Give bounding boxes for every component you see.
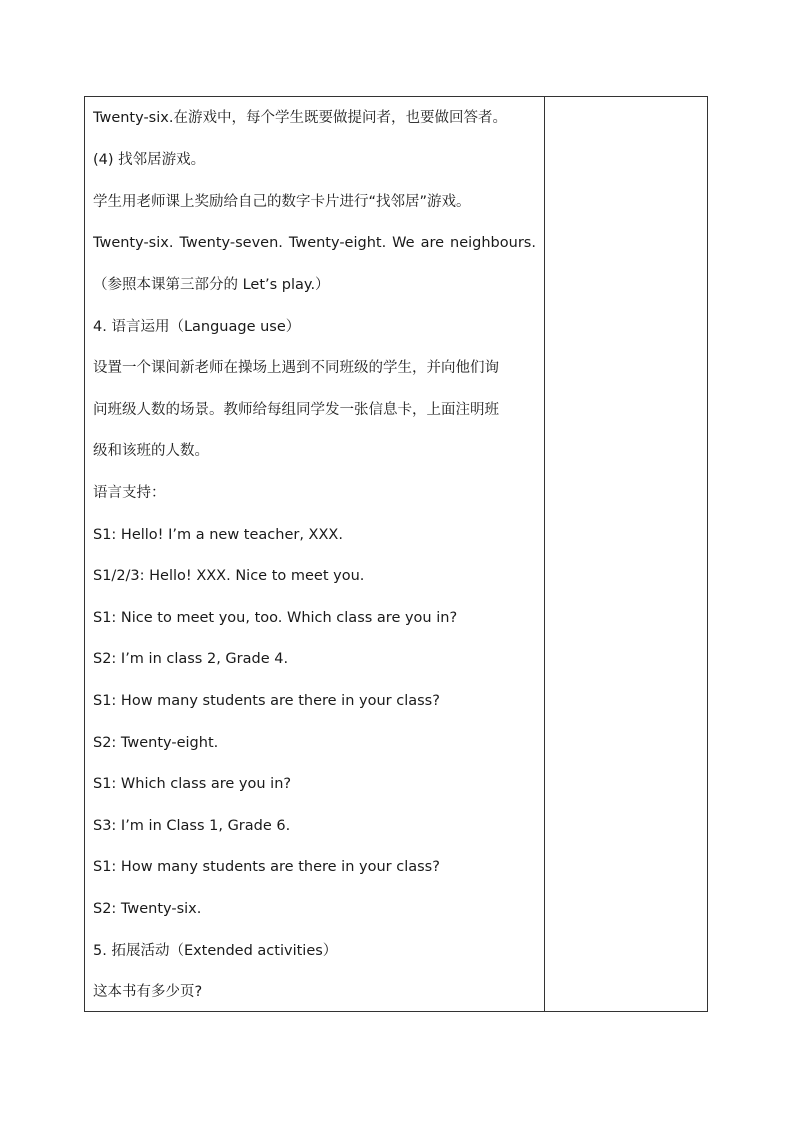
dialogue-line-9: S1: How many students are there in your class? xyxy=(93,859,440,875)
text-line-9: 级和该班的人数。 xyxy=(93,443,209,459)
dialogue-line-4: S2: I’m in class 2, Grade 4. xyxy=(93,651,289,667)
text-line-5: （参照本课第三部分的 Let’s play.） xyxy=(93,277,330,293)
word: We xyxy=(392,235,415,251)
dialogue-line-6: S2: Twenty-eight. xyxy=(93,735,219,751)
word: are xyxy=(420,235,445,251)
dialogue-line-8: S3: I’m in Class 1, Grade 6. xyxy=(93,818,291,834)
text-line-10: 语言支持： xyxy=(93,485,166,501)
section-heading-language-use: 4. 语言运用（Language use） xyxy=(93,319,301,335)
lesson-plan-table xyxy=(84,96,708,1012)
dialogue-line-3: S1: Nice to meet you, too. Which class are you in? xyxy=(93,610,458,626)
text-line-last: 这本书有多少页? xyxy=(93,984,203,1000)
text-line-8: 问班级人数的场景。教师给每组同学发一张信息卡，上面注明班 xyxy=(93,402,499,418)
text-line-2: (4) 找邻居游戏。 xyxy=(93,152,206,168)
dialogue-line-2: S1/2/3: Hello! XXX. Nice to meet you. xyxy=(93,568,365,584)
text-line-7: 设置一个课间新老师在操场上遇到不同班级的学生，并向他们询 xyxy=(93,360,499,376)
word: Twenty-six. xyxy=(93,235,174,251)
content-cell xyxy=(85,97,544,1011)
dialogue-line-7: S1: Which class are you in? xyxy=(93,776,292,792)
dialogue-line-5: S1: How many students are there in your class? xyxy=(93,693,440,709)
text-line-1: Twenty-six.在游戏中，每个学生既要做提问者，也要做回答者。 xyxy=(93,110,507,126)
notes-cell xyxy=(545,97,707,1011)
dialogue-line-10: S2: Twenty-six. xyxy=(93,901,202,917)
section-heading-extended-activities: 5. 拓展活动（Extended activities） xyxy=(93,943,338,959)
text-line-3: 学生用老师课上奖励给自己的数字卡片进行“找邻居”游戏。 xyxy=(93,194,471,210)
word: neighbours. xyxy=(450,235,536,251)
dialogue-line-1: S1: Hello! I’m a new teacher, XXX. xyxy=(93,527,343,543)
word: Twenty-eight. xyxy=(288,235,387,251)
text-line-4 xyxy=(93,232,536,254)
word: Twenty-seven. xyxy=(179,235,283,251)
